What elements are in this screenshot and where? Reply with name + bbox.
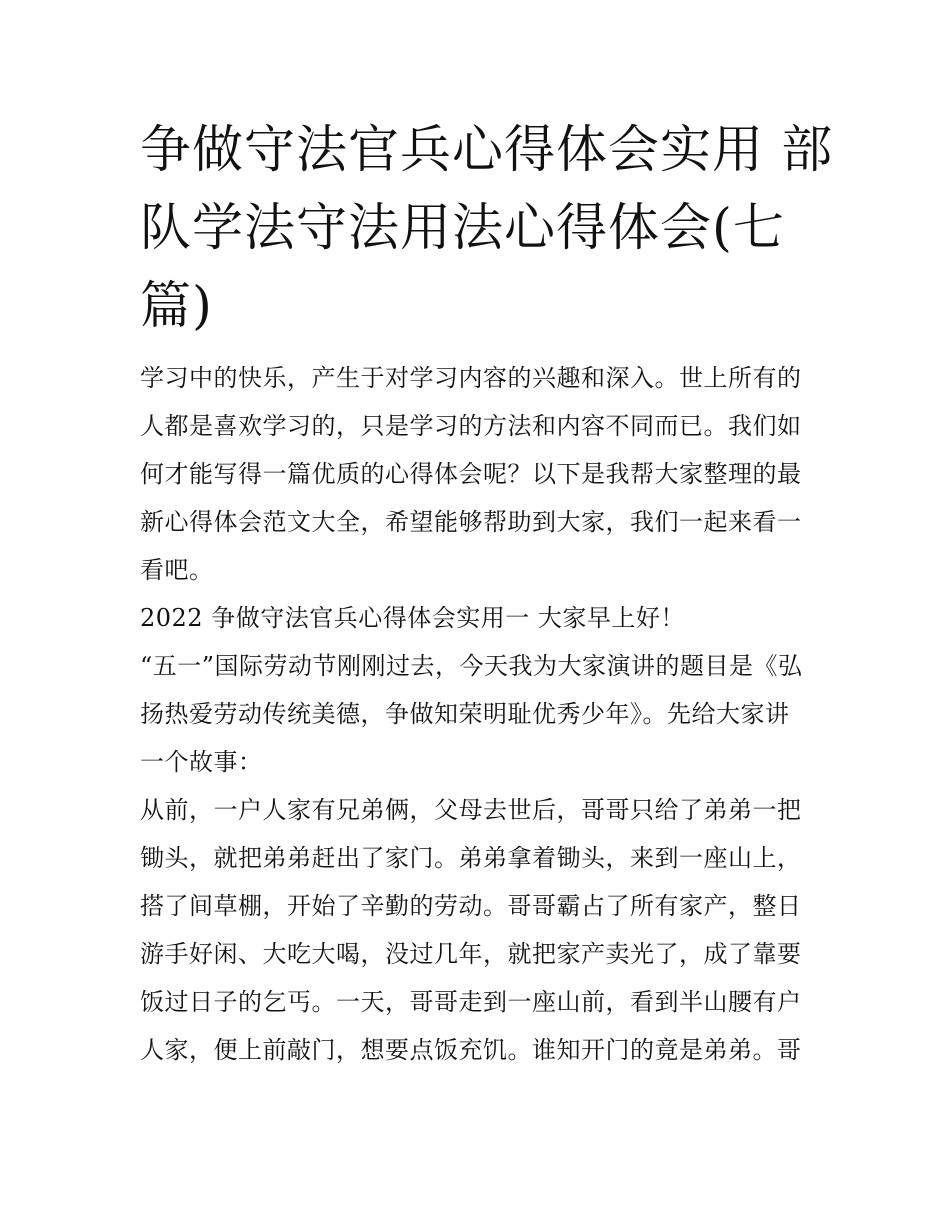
section-heading-paragraph — [140, 594, 815, 642]
title-line: 篇) — [140, 277, 213, 336]
text-line: 2022 争做守法官兵心得体会实用一 大家早上好！ — [140, 604, 685, 632]
title-line: 争做守法官兵心得体会实用 部 — [140, 121, 834, 180]
intro-paragraph — [140, 354, 815, 594]
text-line: 游手好闲、大吃大喝，没过几年，就把家产卖光了，成了靠要 — [140, 940, 802, 968]
text-line: 学习中的快乐，产生于对学习内容的兴趣和深入。世上所有的 — [140, 364, 802, 392]
text-line: “五一”国际劳动节刚刚过去，今天我为大家演讲的题目是《弘 — [140, 652, 803, 680]
text-line: 饭过日子的乞丐。一天，哥哥走到一座山前，看到半山腰有户 — [140, 988, 802, 1016]
title-line: 队学法守法用法心得体会(七 — [140, 199, 785, 258]
text-line: 扬热爱劳动传统美德，争做知荣明耻优秀少年》。先给大家讲 — [140, 700, 790, 728]
text-line: 何才能写得一篇优质的心得体会呢？以下是我帮大家整理的最 — [140, 460, 802, 488]
text-line: 新心得体会范文大全，希望能够帮助到大家，我们一起来看一 — [140, 508, 802, 536]
text-line: 从前，一户人家有兄弟俩，父母去世后，哥哥只给了弟弟一把 — [140, 796, 802, 824]
document-body — [140, 354, 815, 1074]
story-paragraph — [140, 786, 815, 1074]
text-line: 看吧。 — [140, 556, 214, 584]
text-line: 人家，便上前敲门，想要点饭充饥。谁知开门的竟是弟弟。哥 — [140, 1036, 802, 1064]
text-line: 一个故事： — [140, 748, 263, 776]
text-line: 搭了间草棚，开始了辛勤的劳动。哥哥霸占了所有家产，整日 — [140, 892, 802, 920]
document-title — [140, 112, 834, 346]
speech-opening-paragraph — [140, 642, 815, 786]
text-line: 人都是喜欢学习的，只是学习的方法和内容不同而已。我们如 — [140, 412, 802, 440]
text-line: 锄头，就把弟弟赶出了家门。弟弟拿着锄头，来到一座山上， — [140, 844, 802, 872]
